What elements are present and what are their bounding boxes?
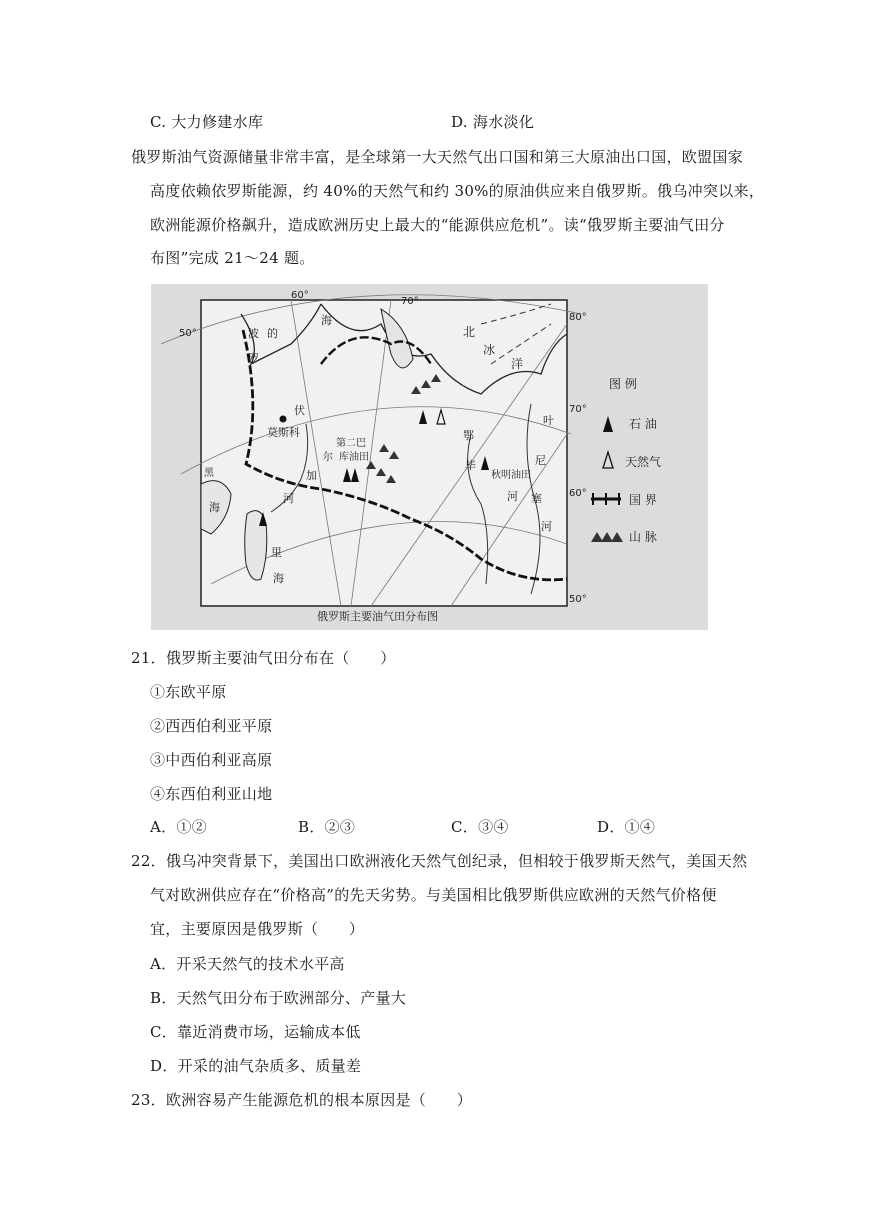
moscow-marker bbox=[280, 416, 287, 423]
place-label: 鄂 bbox=[463, 429, 474, 442]
place-label: 里 bbox=[271, 546, 282, 559]
q21-item-4: ④东西伯利亚山地 bbox=[150, 785, 273, 803]
place-label: 的 bbox=[267, 327, 278, 340]
q22-option-a[interactable]: A．开采天然气的技术水平高 bbox=[150, 955, 345, 973]
legend-border-icon bbox=[591, 493, 621, 505]
q21-item-1: ①东欧平原 bbox=[150, 683, 227, 701]
place-label: 黑 bbox=[204, 468, 214, 479]
q22-option-c[interactable]: C．靠近消费市场，运输成本低 bbox=[150, 1023, 361, 1041]
place-label: 伏 bbox=[294, 404, 305, 417]
place-label: 莫斯科 bbox=[267, 426, 300, 439]
place-label: 尔 bbox=[323, 452, 333, 463]
place-label: 河 bbox=[507, 490, 518, 503]
place-label: 河 bbox=[283, 492, 294, 505]
q23-stem: 23．欧洲容易产生能源危机的根本原因是（ ） bbox=[131, 1091, 472, 1109]
place-label: 海 bbox=[209, 501, 220, 514]
map-svg bbox=[151, 284, 708, 630]
prev-option-c: C. 大力修建水库 bbox=[150, 113, 264, 131]
lat-label: 70° bbox=[401, 296, 419, 307]
place-label: 北 bbox=[463, 325, 476, 339]
place-label: 第二巴 bbox=[336, 438, 366, 449]
lat-label: 50° bbox=[179, 328, 197, 339]
lat-label: 70° bbox=[569, 404, 587, 415]
intro-line-1: 俄罗斯油气资源储量非常丰富，是全球第一大天然气出口国和第三大原油出口国，欧盟国家 bbox=[131, 148, 744, 166]
place-label: 洋 bbox=[511, 357, 524, 371]
q21-option-b[interactable]: B．②③ bbox=[298, 818, 356, 836]
place-label: 塞 bbox=[531, 492, 542, 505]
q22-option-b[interactable]: B．天然气田分布于欧洲部分、产量大 bbox=[150, 989, 407, 1007]
q22-stem-line-1: 22．俄乌冲突背景下，美国出口欧洲液化天然气创纪录，但相较于俄罗斯天然气，美国天然 bbox=[131, 852, 748, 870]
legend-mountain-label: 山 脉 bbox=[629, 530, 657, 544]
place-label: 毕 bbox=[465, 459, 476, 472]
lat-label: 60° bbox=[569, 488, 587, 499]
place-label: 加 bbox=[306, 469, 317, 482]
oil-gas-map bbox=[151, 284, 708, 630]
q22-stem-line-2: 气对欧洲供应存在“价格高”的先天劣势。与美国相比俄罗斯供应欧洲的天然气价格便 bbox=[150, 886, 717, 904]
legend-mountain-icon bbox=[591, 532, 623, 542]
place-label: 河 bbox=[541, 520, 552, 533]
q21-option-d[interactable]: D．①④ bbox=[597, 818, 656, 836]
q22-option-d[interactable]: D．开采的油气杂质多、质量差 bbox=[150, 1057, 362, 1075]
place-label: 波 bbox=[248, 327, 259, 340]
q21-stem: 21．俄罗斯主要油气田分布在（ ） bbox=[131, 649, 396, 667]
q21-item-2: ②西西伯利亚平原 bbox=[150, 717, 273, 735]
legend-gas-icon bbox=[603, 452, 613, 468]
place-label: 冰 bbox=[483, 343, 496, 357]
place-label: 尼 bbox=[535, 454, 546, 467]
place-label: 海 bbox=[321, 314, 332, 327]
legend-title: 图 例 bbox=[609, 377, 637, 391]
lat-label: 80° bbox=[569, 312, 587, 323]
place-label: 海 bbox=[273, 572, 284, 585]
lat-label: 50° bbox=[569, 594, 587, 605]
q21-option-c[interactable]: C．③④ bbox=[451, 818, 509, 836]
place-label: 秋明油田 bbox=[491, 470, 531, 481]
intro-line-4: 布图”完成 21～24 题。 bbox=[150, 249, 315, 267]
legend-oil-label: 石 油 bbox=[629, 417, 657, 431]
q22-stem-line-3: 宜，主要原因是俄罗斯（ ） bbox=[150, 920, 365, 938]
map-caption: 俄罗斯主要油气田分布图 bbox=[317, 610, 438, 623]
intro-line-3: 欧洲能源价格飙升，造成欧洲历史上最大的“能源供应危机”。读“俄罗斯主要油气田分 bbox=[150, 216, 725, 234]
q21-item-3: ③中西伯利亚高原 bbox=[150, 751, 273, 769]
intro-line-2: 高度依赖依罗斯能源，约 40%的天然气和约 30%的原油供应来自俄罗斯。俄乌冲突以来， bbox=[150, 182, 765, 200]
legend-gas-label: 天然气 bbox=[625, 455, 662, 469]
legend-oil-icon bbox=[603, 416, 613, 432]
lat-label: 60° bbox=[291, 290, 309, 301]
place-label: 叶 bbox=[543, 414, 554, 427]
q21-option-a[interactable]: A．①② bbox=[150, 818, 208, 836]
legend-border-label: 国 界 bbox=[629, 493, 657, 507]
prev-option-d: D. 海水淡化 bbox=[451, 113, 535, 131]
place-label: 库油田 bbox=[339, 452, 369, 463]
place-label: 罗 bbox=[248, 352, 259, 365]
